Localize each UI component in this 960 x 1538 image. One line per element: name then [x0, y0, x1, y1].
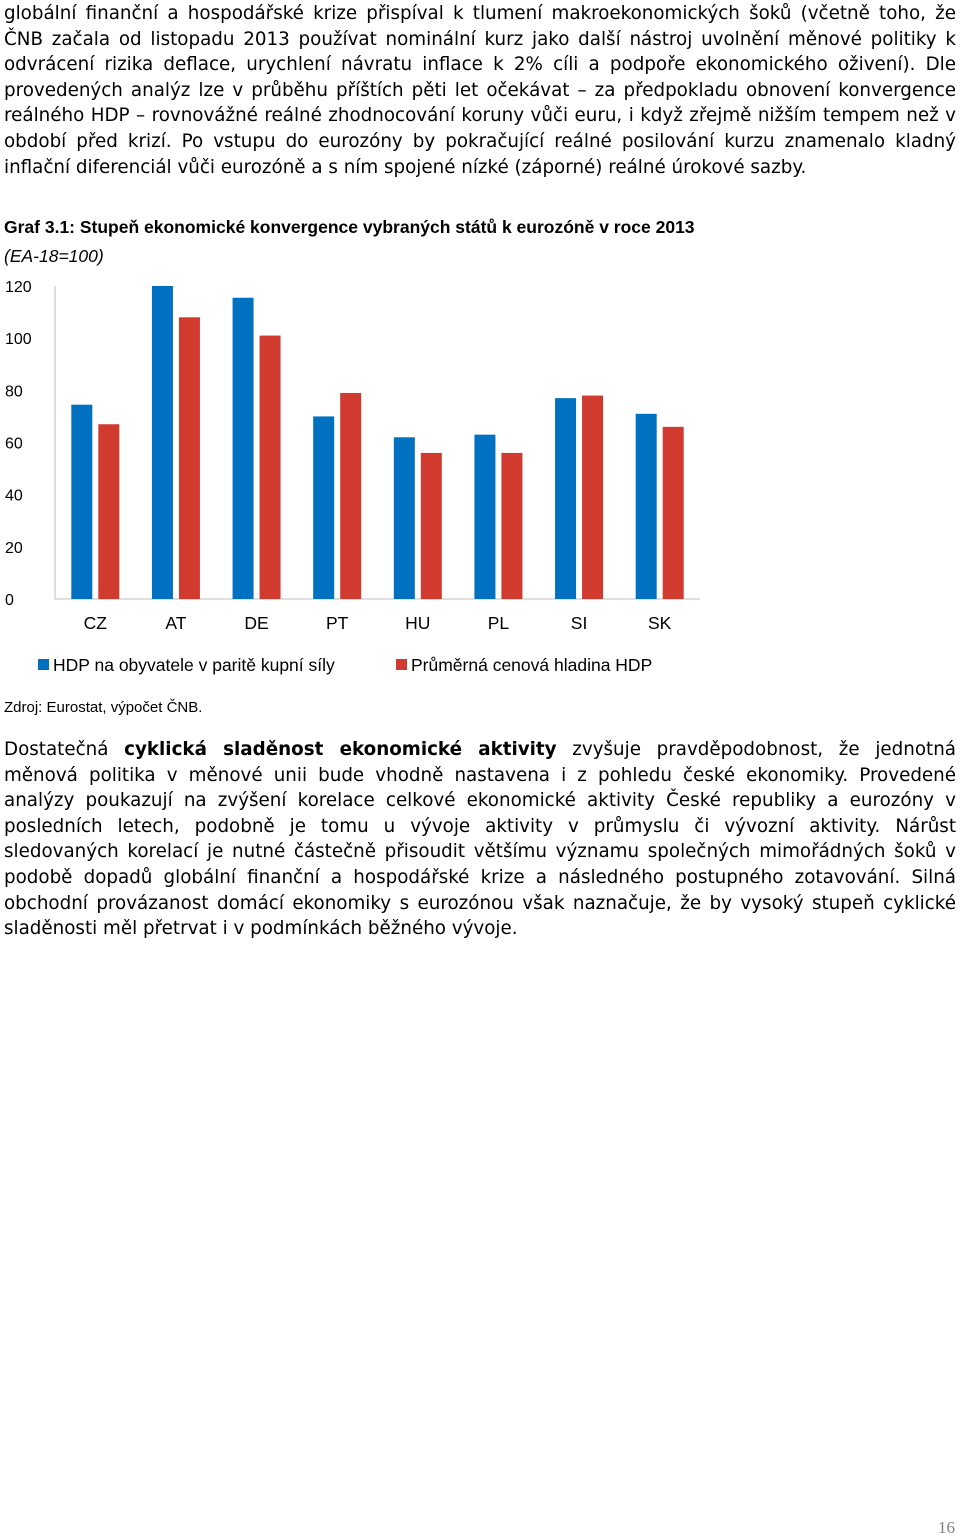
x-tick-label: PL: [487, 613, 510, 633]
legend-swatch-price-level: [396, 659, 407, 670]
x-tick-label: CZ: [83, 613, 107, 633]
bar-sk-series-2: [663, 427, 684, 599]
bar-de-series-2: [260, 336, 281, 599]
bar-pt-series-1: [313, 416, 334, 599]
bar-series: [71, 286, 683, 599]
paragraph-intro-sentence-1: globální finanční a hospodářské krize přispíval k tlumení makroekonomických šoků (včetně toho, že ČNB začala od listopadu 2013 používat nominální kurz jako další nástroj uvolnění měnové politiky k odvrácení rizika deflace, urychlení návratu inflace k 2% cíli a podpoře ekonomického oživení).: [4, 3, 956, 76]
bar-pl-series-2: [501, 453, 522, 599]
x-tick-label: DE: [244, 613, 269, 633]
paragraph-intro: [4, 1, 956, 180]
y-tick-label: 20: [5, 539, 23, 557]
bar-sk-series-1: [636, 414, 657, 599]
bar-cz-series-1: [71, 405, 92, 599]
y-tick-label: 60: [5, 435, 23, 453]
bar-hu-series-2: [421, 453, 442, 599]
bar-pt-series-2: [340, 393, 361, 599]
y-tick-label: 40: [5, 487, 23, 505]
bar-at-series-2: [179, 317, 200, 599]
paragraph-intro-sentence-2: Dle provedených analýz lze v průběhu příštích pěti let očekávat – za předpokladu obnovení konvergence reálného HDP – rovnovážné reálné zhodnocování koruny vůči euru, i když zřejmě nižším tempem než v období před krizí. Po vstupu do eurozóny by pokračující reálné posilování kurzu znamenalo kladný inflační diferenciál vůči eurozóně a s ním spojené nízké (záporné) reálné úrokové sazby.: [4, 54, 956, 178]
paragraph-2-lead: Dostatečná: [4, 739, 125, 760]
paragraph-cyclical-alignment: [4, 737, 956, 942]
chart-subtitle: (EA-18=100): [4, 246, 104, 266]
x-tick-label: HU: [405, 613, 431, 633]
y-tick-label: 0: [5, 592, 14, 609]
bar-pl-series-1: [474, 435, 495, 599]
y-tick-label: 120: [5, 279, 32, 296]
bar-at-series-1: [152, 286, 173, 599]
bar-chart: [0, 270, 960, 690]
paragraph-2-bold-term: cyklická sladěnost ekonomické aktivity: [124, 739, 557, 760]
bar-de-series-1: [233, 298, 254, 599]
y-tick-label: 100: [5, 331, 32, 349]
page-number: 16: [938, 1518, 955, 1537]
legend-label-price-level: Průměrná cenová hladina HDP: [411, 655, 653, 675]
y-tick-label: 80: [5, 383, 23, 401]
bar-hu-series-1: [394, 437, 415, 599]
bar-si-series-1: [555, 398, 576, 599]
x-tick-label: AT: [165, 613, 187, 633]
bar-cz-series-2: [98, 424, 119, 599]
chart-source-note: Zdroj: Eurostat, výpočet ČNB.: [4, 699, 203, 716]
paragraph-2-body: zvyšuje pravděpodobnost, že jednotná měnová politika v měnové unii bude vhodně nastavena i z pohledu české ekonomiky. Provedené analýzy poukazují na zvýšení korelace celkové ekonomické aktivity České republiky a eurozóny v posledních letech, podobně je tomu u vývoje aktivity v průmyslu či vývozní aktivity. Nárůst sledovaných korelací je nutné částečně přisoudit většímu významu společných mimořádných šoků v podobě dopadů globální finanční a hospodářské krize a následného postupného zotavování. Silná obchodní provázanost domácí ekonomiky s eurozónou však naznačuje, že by vysoký stupeň cyklické sladěnosti měl přetrvat i v podmínkách běžného vývoje.: [4, 739, 956, 940]
x-tick-label: PT: [326, 613, 349, 633]
bar-si-series-2: [582, 396, 603, 599]
x-tick-label: SI: [570, 613, 588, 633]
y-axis-tick-labels: [5, 279, 32, 609]
chart-title: Graf 3.1: Stupeň ekonomické konvergence vybraných států k eurozóně v roce 2013: [4, 217, 695, 237]
x-tick-label: SK: [648, 613, 672, 633]
chart-legend: [38, 655, 652, 675]
x-axis-tick-labels: [84, 613, 672, 633]
legend-label-hdp: HDP na obyvatele v paritě kupní síly: [53, 655, 335, 675]
legend-swatch-hdp: [38, 659, 49, 670]
